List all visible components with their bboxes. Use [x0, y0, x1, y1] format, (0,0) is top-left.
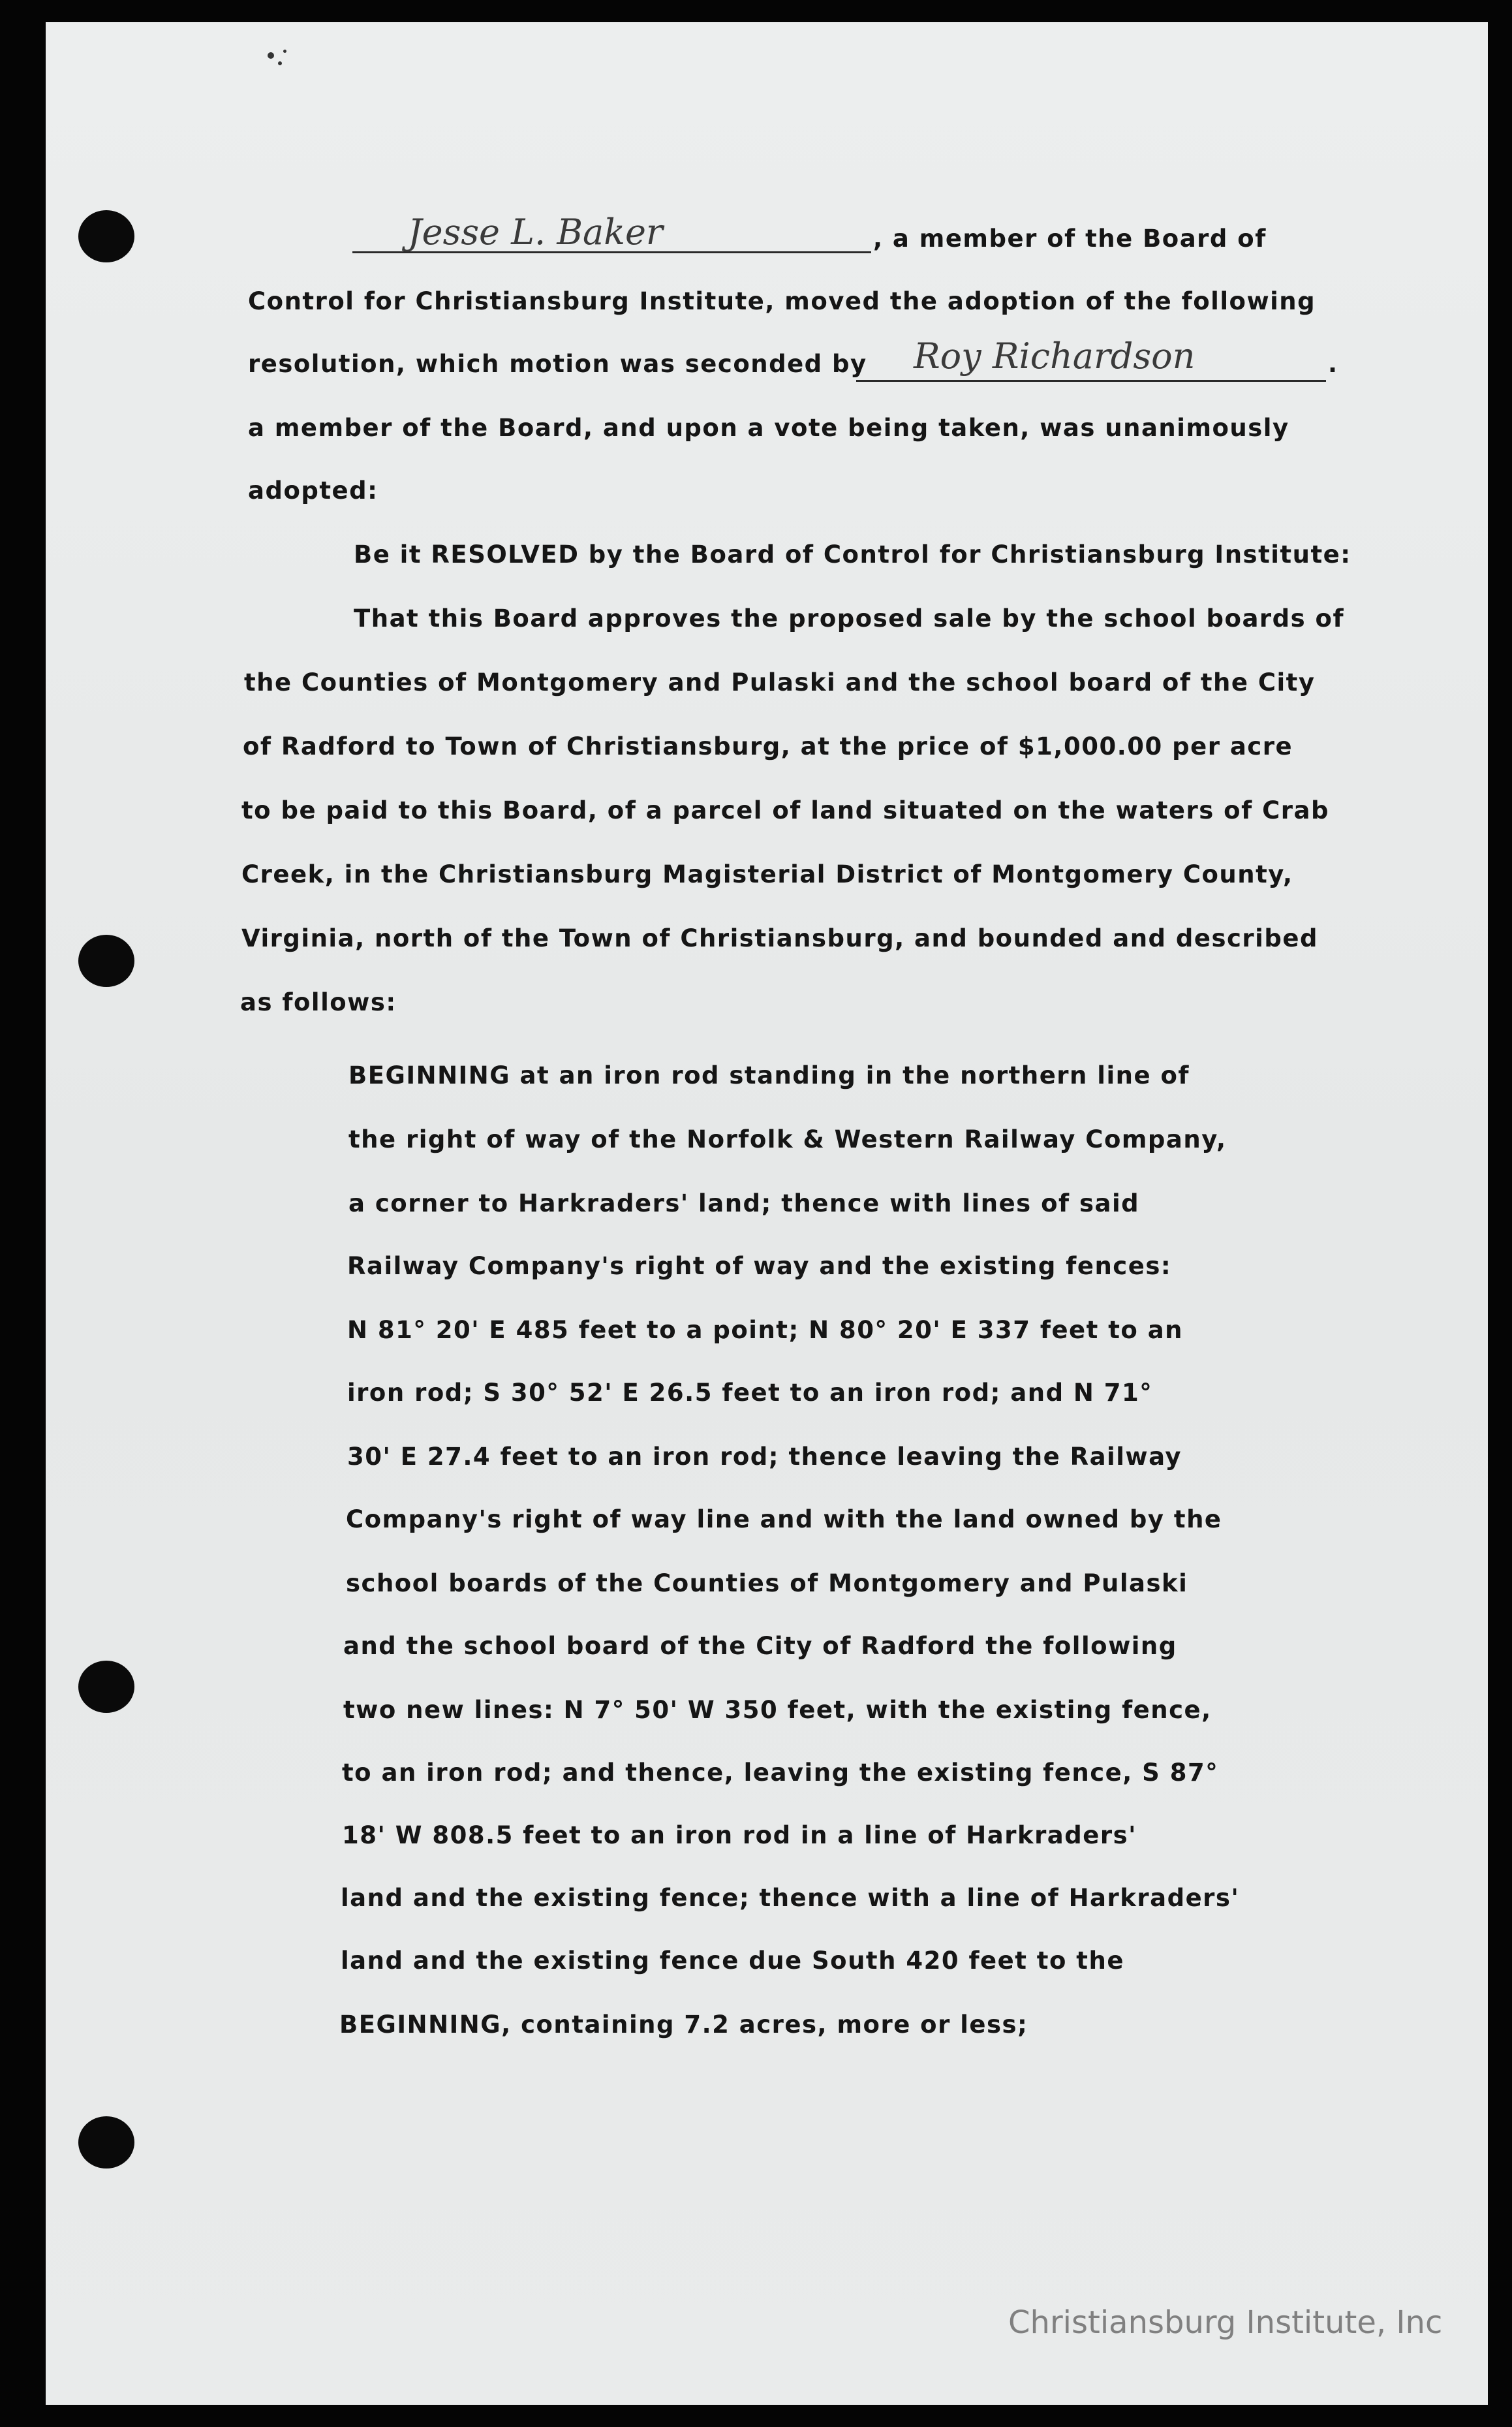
opening-line-1: , a member of the Board of — [873, 225, 1267, 253]
description-line: Company's right of way line and with the land owned by the — [346, 1505, 1222, 1533]
description-line: BEGINNING at an iron rod standing in the northern line of — [348, 1061, 1190, 1089]
resolution-line-5: to be paid to this Board, of a parcel of land situated on the waters of Crab — [241, 796, 1329, 824]
resolution-line-4: of Radford to Town of Christiansburg, at the price of $1,000.00 per acre — [243, 732, 1293, 760]
resolution-line-1: Be it RESOLVED by the Board of Control for Christiansburg Institute: — [354, 540, 1351, 569]
description-line: BEGINNING, containing 7.2 acres, more or less; — [339, 2011, 1028, 2039]
description-line: a corner to Harkraders' land; thence with lines of said — [348, 1189, 1140, 1217]
resolution-line-7: Virginia, north of the Town of Christiansburg, and bounded and described — [241, 924, 1318, 952]
description-line: Railway Company's right of way and the existing fences: — [347, 1252, 1172, 1280]
resolution-line-6: Creek, in the Christiansburg Magisterial District of Montgomery County, — [241, 860, 1293, 888]
description-line: N 81° 20' E 485 feet to a point; N 80° 20' E 337 feet to an — [347, 1316, 1184, 1344]
resolution-line-8: as follows: — [240, 988, 397, 1016]
description-line: and the school board of the City of Radford the following — [343, 1632, 1177, 1660]
description-line: to an iron rod; and thence, leaving the existing fence, S 87° — [342, 1759, 1219, 1787]
description-line: iron rod; S 30° 52' E 26.5 feet to an iron rod; and N 71° — [347, 1379, 1153, 1407]
watermark: Christiansburg Institute, Inc — [1008, 2304, 1443, 2341]
document-page — [46, 22, 1488, 2405]
description-line: 30' E 27.4 feet to an iron rod; thence leaving the Railway — [347, 1443, 1182, 1471]
description-line: the right of way of the Norfolk & Western Railway Company, — [348, 1125, 1227, 1153]
signature-mover: Jesse L. Baker — [408, 211, 663, 253]
opening-line-2: Control for Christiansburg Institute, moved the adoption of the following — [248, 287, 1316, 315]
description-line: 18' W 808.5 feet to an iron rod in a line of Harkraders' — [342, 1821, 1137, 1849]
description-line: land and the existing fence; thence with a line of Harkraders' — [341, 1884, 1240, 1912]
signature-seconder: Roy Richardson — [914, 336, 1196, 377]
opening-line-3-end: . — [1328, 350, 1338, 378]
opening-line-3: resolution, which motion was seconded by — [248, 350, 867, 378]
description-line: two new lines: N 7° 50' W 350 feet, with the existing fence, — [343, 1696, 1212, 1724]
description-line: school boards of the Counties of Montgomery and Pulaski — [346, 1569, 1188, 1597]
opening-line-4: a member of the Board, and upon a vote being taken, was unanimously — [248, 414, 1289, 442]
opening-line-5: adopted: — [248, 477, 378, 505]
description-line: land and the existing fence due South 420 feet to the — [341, 1947, 1124, 1975]
resolution-line-2: That this Board approves the proposed sale by the school boards of — [354, 604, 1345, 633]
signature-line-2 — [856, 380, 1326, 382]
resolution-line-3: the Counties of Montgomery and Pulaski and the school board of the City — [244, 668, 1316, 697]
resolution-document — [46, 22, 1488, 2405]
